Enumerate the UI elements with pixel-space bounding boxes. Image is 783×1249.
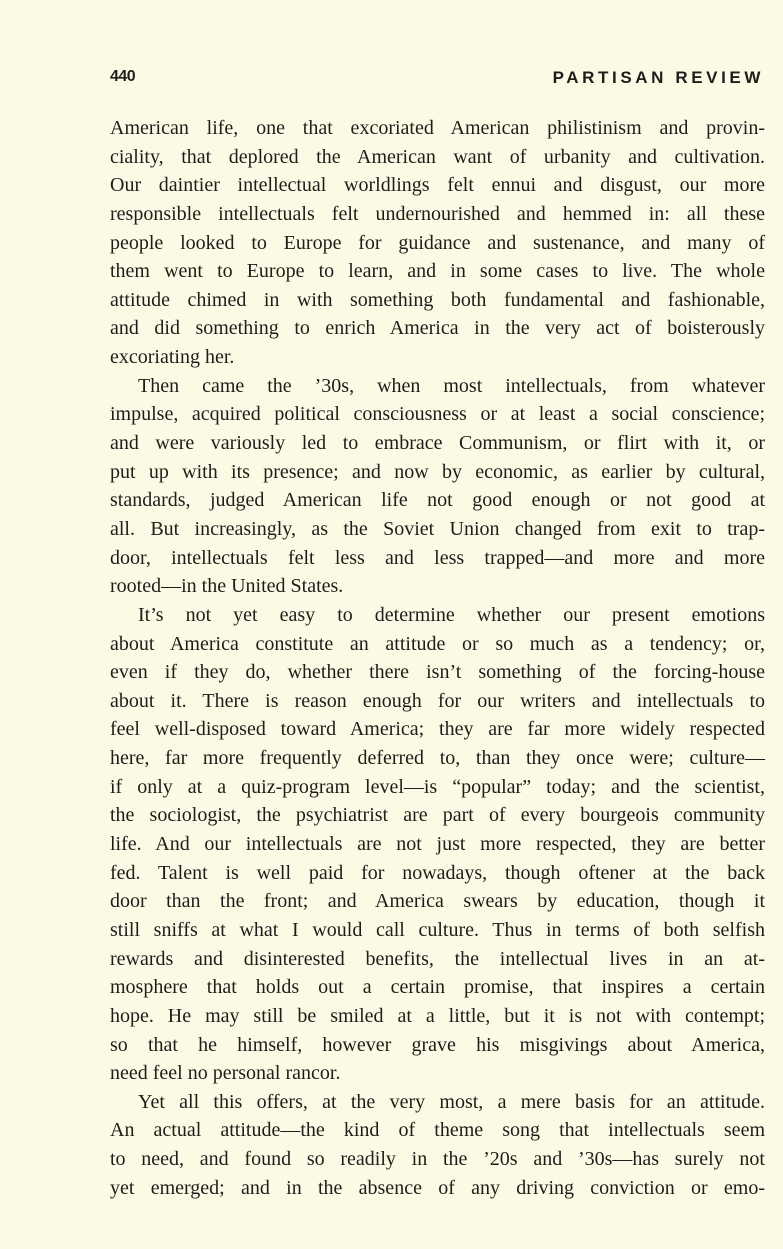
- text-line: life. And our intellectuals are not just more respected, they are better: [110, 833, 765, 856]
- text-line: to need, and found so readily in the ’20s and ’30s—has surely not: [110, 1148, 765, 1171]
- text-line: door than the front; and America swears by education, though it: [110, 890, 765, 913]
- text-line: Then came the ’30s, when most intellectuals, from whatever: [138, 374, 765, 397]
- text-line: An actual attitude—the kind of theme song that intellectuals seem: [110, 1119, 765, 1142]
- text-line: put up with its presence; and now by economic, as earlier by cultural,: [110, 460, 765, 483]
- text-line: responsible intellectuals felt undernourished and hemmed in: all these: [110, 202, 765, 225]
- text-line: about it. There is reason enough for our writers and intellectuals to: [110, 689, 765, 712]
- body-text: [110, 114, 765, 1202]
- text-line: rewards and disinterested benefits, the intellectual lives in an at-: [110, 947, 765, 970]
- paragraph: [110, 114, 765, 372]
- paragraph: [110, 372, 765, 601]
- text-line: if only at a quiz-program level—is “popular” today; and the scientist,: [110, 775, 765, 798]
- text-line: fed. Talent is well paid for nowadays, though oftener at the back: [110, 861, 765, 884]
- text-line: mosphere that holds out a certain promise, that inspires a certain: [110, 976, 765, 999]
- text-line: door, intellectuals felt less and less trapped—and more and more: [110, 546, 765, 569]
- text-line: all. But increasingly, as the Soviet Union changed from exit to trap-: [110, 517, 765, 540]
- text-line: excoriating her.: [110, 346, 235, 369]
- text-line: here, far more frequently deferred to, than they once were; culture—: [110, 747, 765, 770]
- paragraph: [110, 601, 765, 1088]
- text-line: feel well-disposed toward America; they are far more widely respected: [110, 718, 765, 741]
- page-number: 440: [110, 68, 136, 85]
- text-line: Our daintier intellectual worldlings felt ennui and disgust, our more: [110, 174, 765, 197]
- running-title: PARTISAN REVIEW: [552, 68, 764, 87]
- text-line: so that he himself, however grave his misgivings about America,: [110, 1033, 765, 1056]
- text-line: It’s not yet easy to determine whether our present emotions: [138, 603, 765, 626]
- text-line: even if they do, whether there isn’t something of the forcing-house: [110, 661, 765, 684]
- text-line: ciality, that deplored the American want of urbanity and cultivation.: [110, 145, 765, 168]
- text-line: and did something to enrich America in the very act of boisterously: [110, 317, 765, 340]
- text-line: people looked to Europe for guidance and sustenance, and many of: [110, 231, 765, 254]
- text-line: attitude chimed in with something both fundamental and fashionable,: [110, 288, 765, 311]
- text-line: still sniffs at what I would call culture. Thus in terms of both selfish: [110, 918, 765, 941]
- text-line: about America constitute an attitude or so much as a tendency; or,: [110, 632, 765, 655]
- text-line: rooted—in the United States.: [110, 575, 344, 598]
- text-line: impulse, acquired political consciousness or at least a social conscience;: [110, 403, 765, 426]
- text-line: need feel no personal rancor.: [110, 1062, 341, 1085]
- text-line: the sociologist, the psychiatrist are part of every bourgeois community: [110, 804, 765, 827]
- running-header: [110, 68, 764, 92]
- text-line: them went to Europe to learn, and in some cases to live. The whole: [110, 260, 765, 283]
- text-line: hope. He may still be smiled at a little, but it is not with contempt;: [110, 1004, 765, 1027]
- text-line: Yet all this offers, at the very most, a mere basis for an attitude.: [138, 1090, 765, 1113]
- text-line: American life, one that excoriated American philistinism and provin-: [110, 117, 765, 139]
- text-line: yet emerged; and in the absence of any driving conviction or emo-: [110, 1176, 765, 1199]
- paragraph: [110, 1088, 765, 1203]
- text-line: standards, judged American life not good enough or not good at: [110, 489, 765, 512]
- text-line: and were variously led to embrace Communism, or flirt with it, or: [110, 432, 765, 455]
